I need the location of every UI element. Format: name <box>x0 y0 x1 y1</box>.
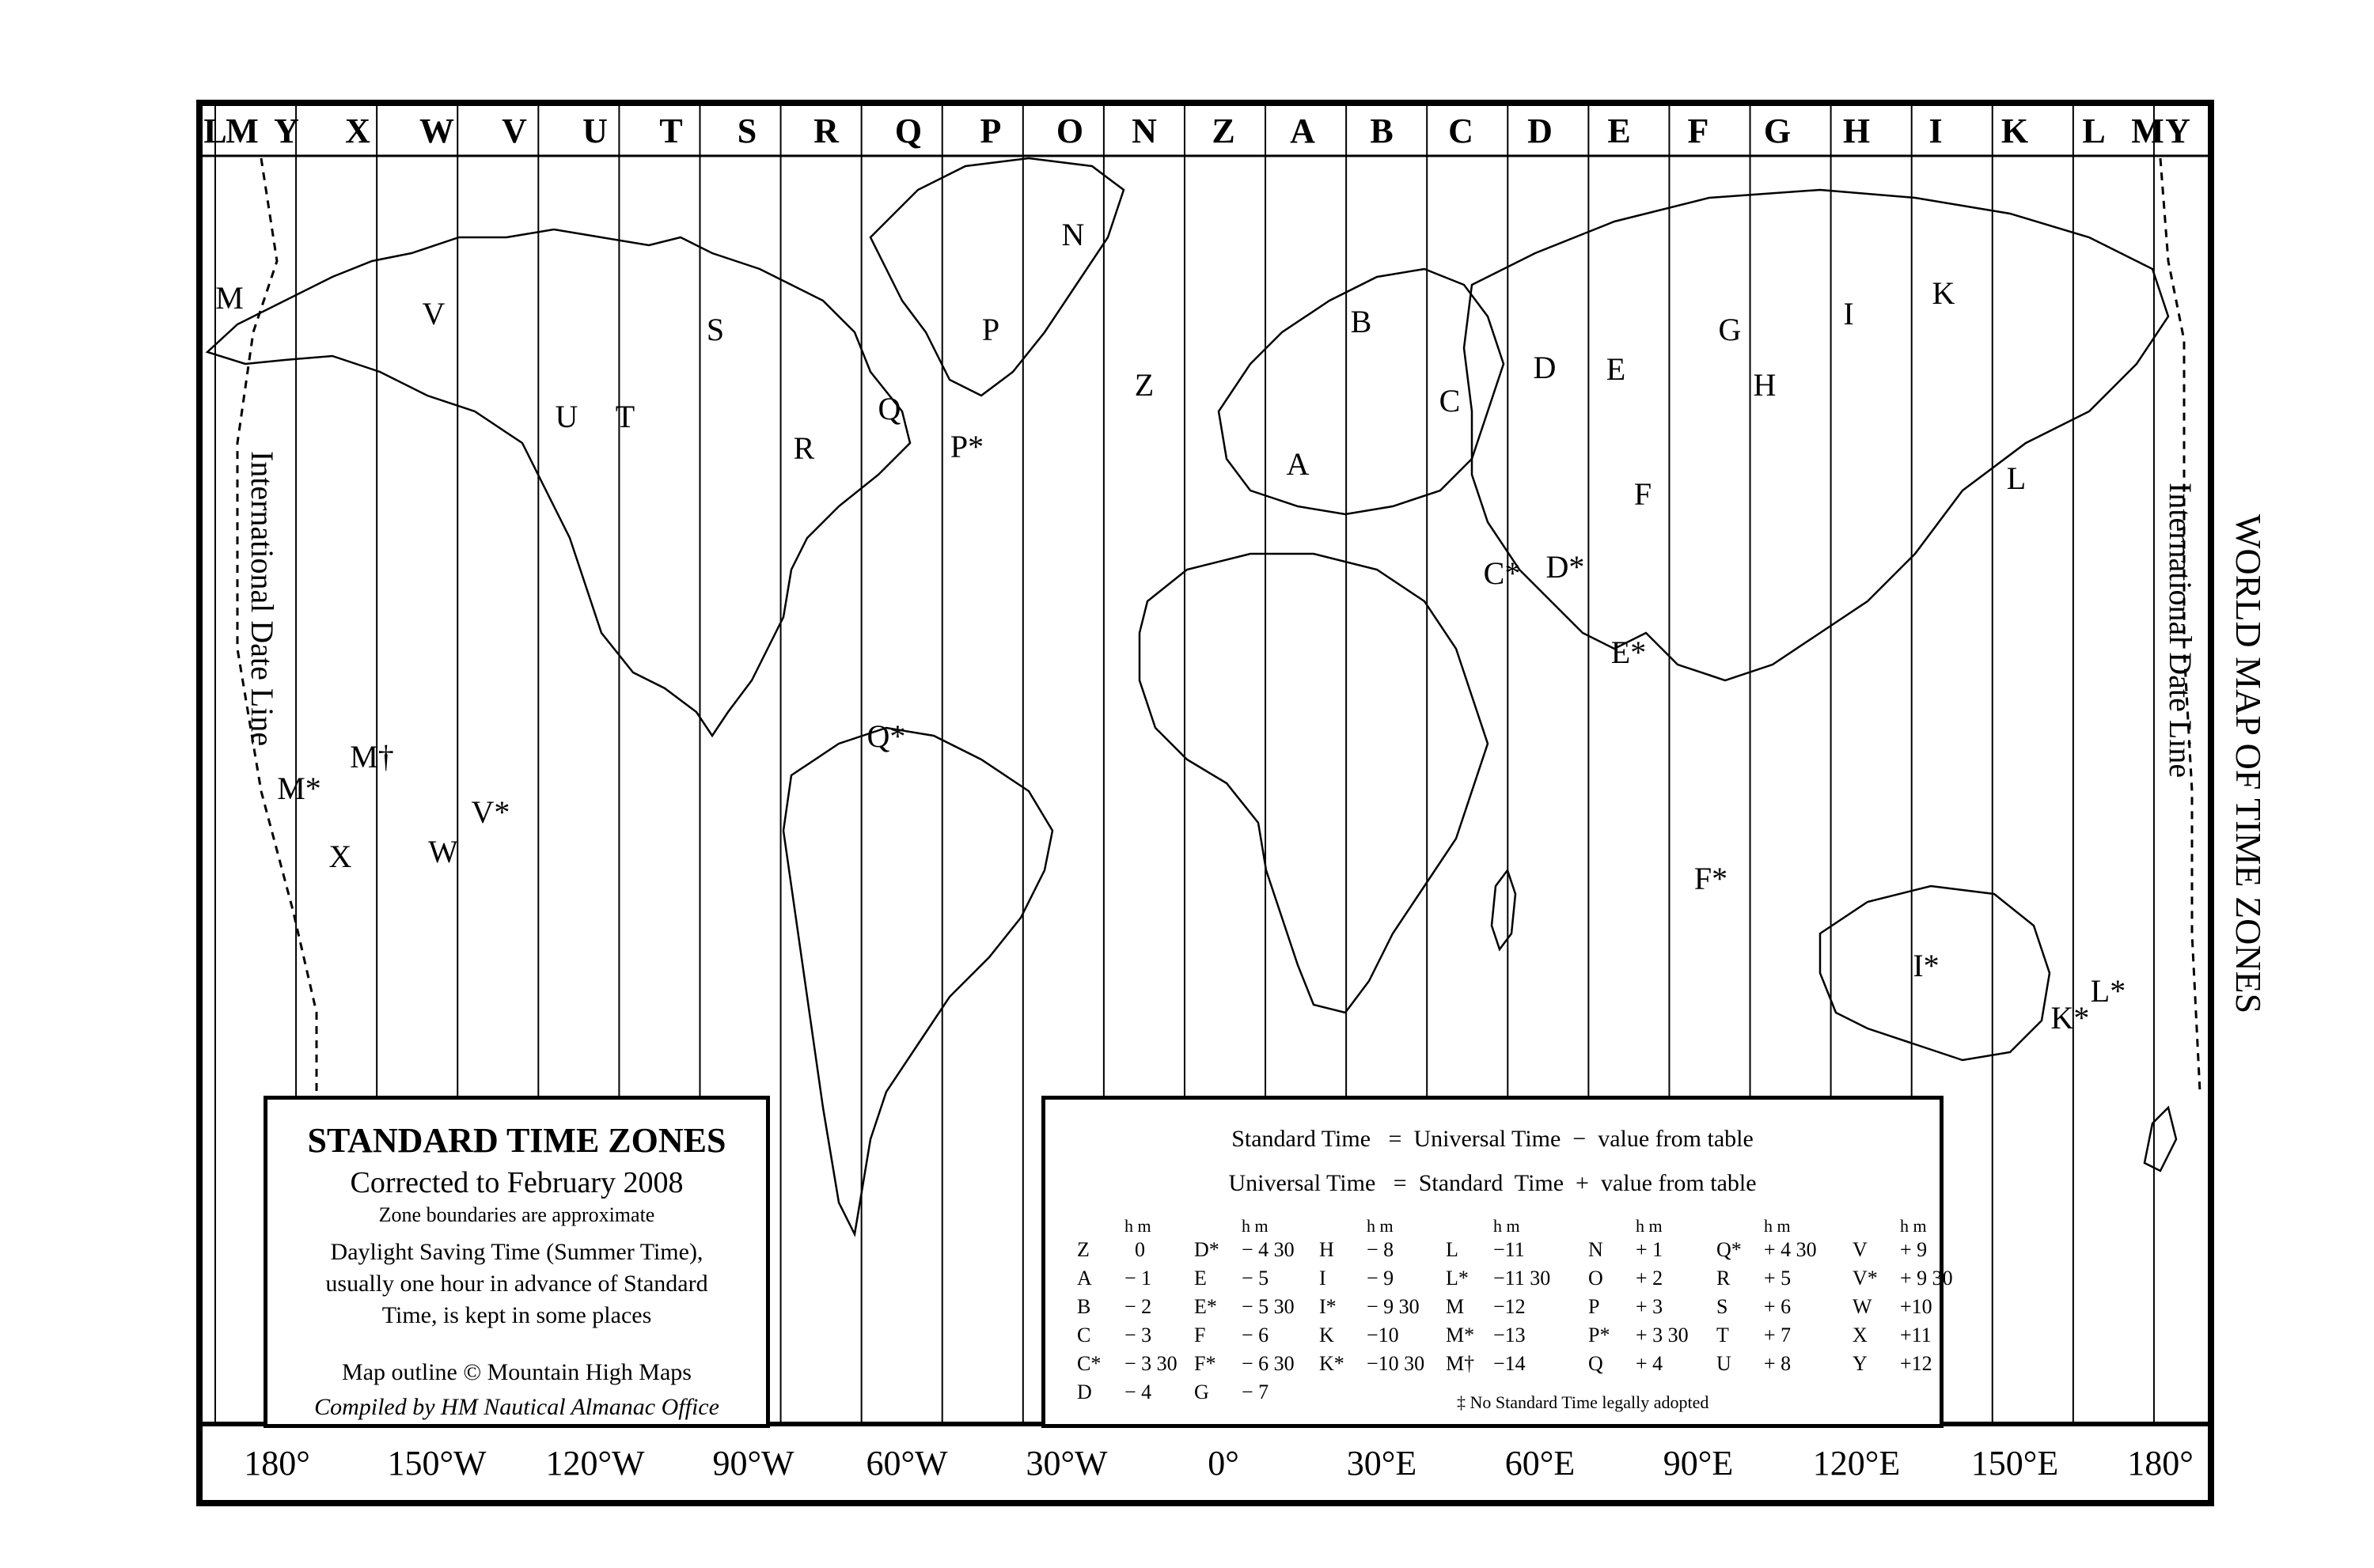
zone-offset: 0 <box>1124 1238 1145 1261</box>
zone-offset: +11 <box>1900 1324 1932 1346</box>
offset-row <box>1077 1293 1212 1321</box>
top-zone-letter: M <box>226 112 259 150</box>
zone-letter: Z <box>1077 1238 1090 1261</box>
map-zone-label: L <box>2006 460 2027 496</box>
new-zealand <box>2145 1108 2176 1171</box>
offset-row <box>1446 1264 1580 1293</box>
zone-letter: K* <box>1319 1352 1344 1375</box>
offset-row <box>1194 1350 1329 1378</box>
offset-row <box>1319 1350 1454 1378</box>
map-zone-label: W <box>428 834 458 869</box>
zone-letter: C* <box>1077 1352 1102 1375</box>
offset-row <box>1319 1293 1454 1321</box>
longitude-labels <box>244 1444 2194 1483</box>
offset-row <box>1716 1321 1851 1350</box>
top-zone-letter: P <box>980 112 1002 150</box>
hours-minutes-header: h m <box>1242 1216 1269 1236</box>
longitude-label: 30°E <box>1346 1444 1417 1483</box>
map-zone-label: I <box>1843 296 1854 331</box>
zone-letter: F* <box>1194 1352 1216 1375</box>
zone-letter: S <box>1716 1295 1728 1318</box>
map-zone-label: E <box>1606 351 1626 387</box>
dst-line-1: Daylight Saving Time (Summer Time), <box>330 1239 703 1265</box>
zone-offset: −11 <box>1493 1238 1525 1261</box>
map-zone-label: V* <box>471 794 510 830</box>
offset-row <box>1716 1350 1851 1378</box>
top-zone-letter: Q <box>894 112 923 150</box>
offset-row <box>1446 1321 1580 1350</box>
offset-row <box>1588 1350 1723 1378</box>
zone-letter: P* <box>1588 1324 1610 1346</box>
longitude-label: 60°E <box>1504 1444 1576 1483</box>
zone-offset: + 7 <box>1764 1324 1792 1346</box>
top-zone-letter: Y <box>2165 112 2190 150</box>
longitude-label: 90°W <box>712 1444 794 1483</box>
top-zone-letter: H <box>1842 112 1871 150</box>
map-zone-label: D <box>1533 350 1557 385</box>
map-zone-label: C* <box>1483 555 1521 591</box>
top-zone-letter: G <box>1763 112 1792 150</box>
map-zone-label: R <box>793 430 815 466</box>
credit-compiled-by: Compiled by HM Nautical Almanac Office <box>314 1394 719 1420</box>
no-standard-time-footnote: ‡ No Standard Time legally adopted <box>1457 1392 1709 1412</box>
offset-column <box>1588 1217 1723 1378</box>
offset-row <box>1194 1378 1329 1407</box>
standard-time-zones-legend <box>264 1096 770 1428</box>
longitude-label: 120°E <box>1812 1444 1901 1483</box>
top-zone-letter: U <box>582 112 608 150</box>
offset-row <box>1446 1350 1580 1378</box>
top-zone-letter: I <box>1928 112 1943 150</box>
map-zone-label: M† <box>350 739 394 775</box>
offset-row <box>1853 1321 1987 1350</box>
north-america <box>207 229 910 736</box>
zone-offset: + 9 30 <box>1900 1267 1953 1290</box>
zone-offset: + 1 <box>1636 1238 1663 1261</box>
offset-row <box>1319 1264 1454 1293</box>
offset-row <box>1194 1264 1329 1293</box>
map-zone-label: M* <box>277 771 321 806</box>
longitude-label: 150°W <box>387 1444 487 1483</box>
top-zone-letter: W <box>419 112 454 150</box>
zone-offset: +12 <box>1900 1352 1932 1375</box>
zone-offset: + 3 30 <box>1636 1324 1689 1346</box>
world-map-title-text: WORLD MAP OF TIME ZONES <box>2228 514 2269 1014</box>
map-zone-label: N <box>1061 217 1085 252</box>
map-zone-label: P* <box>950 429 984 464</box>
zone-offset: − 4 <box>1124 1381 1152 1403</box>
hours-minutes-header: h m <box>1764 1216 1791 1236</box>
zone-offset: − 1 <box>1124 1267 1152 1290</box>
zone-letter: T <box>1716 1324 1729 1346</box>
map-zone-label: B <box>1350 304 1372 339</box>
zone-offset: −13 <box>1493 1324 1526 1346</box>
top-zone-letter: E <box>1607 112 1631 150</box>
offset-row <box>1077 1378 1212 1407</box>
world-map-title-svg <box>2205 506 2300 1076</box>
offset-row <box>1716 1264 1851 1293</box>
zone-offset: − 3 30 <box>1124 1352 1178 1375</box>
map-zone-label: Q <box>878 391 901 426</box>
zone-letter: V* <box>1853 1267 1878 1290</box>
zone-offset: − 7 <box>1242 1381 1269 1403</box>
top-zone-letter: L <box>203 112 227 150</box>
offset-row <box>1588 1264 1723 1293</box>
zone-letter: M* <box>1446 1324 1475 1346</box>
longitude-label: 120°W <box>545 1444 645 1483</box>
offset-row <box>1446 1293 1580 1321</box>
zone-offset: − 2 <box>1124 1295 1152 1318</box>
top-zone-letter: F <box>1687 112 1709 150</box>
offset-column <box>1319 1217 1454 1378</box>
map-zone-label: X <box>328 839 352 874</box>
map-zone-label: L* <box>2090 973 2126 1009</box>
zone-letter: Q* <box>1716 1238 1742 1261</box>
hours-minutes-header: h m <box>1900 1216 1927 1236</box>
zone-letter: G <box>1194 1381 1209 1403</box>
zone-letter: B <box>1077 1295 1091 1318</box>
offset-row <box>1077 1321 1212 1350</box>
zone-letter: W <box>1853 1295 1872 1318</box>
zone-offset-table <box>1041 1096 1953 1428</box>
offset-row <box>1588 1293 1723 1321</box>
top-zone-letter: Y <box>274 112 299 150</box>
top-zone-letter: R <box>813 112 839 150</box>
longitude-label: 90°E <box>1663 1444 1734 1483</box>
map-zone-label: F <box>1633 476 1652 512</box>
zone-offset: − 6 30 <box>1242 1352 1295 1375</box>
map-zone-label: K <box>1932 275 1955 311</box>
zone-offset: − 5 <box>1242 1267 1269 1290</box>
top-zone-letter: L <box>2082 112 2106 150</box>
map-zone-label: A <box>1286 446 1310 482</box>
zone-offset: − 5 30 <box>1242 1295 1295 1318</box>
hours-minutes-header: h m <box>1636 1216 1663 1236</box>
date-line-label-east: International Date Line <box>2163 483 2198 778</box>
offset-row <box>1853 1264 1987 1293</box>
zone-offset: + 9 <box>1900 1238 1928 1261</box>
zone-offset: + 4 30 <box>1764 1238 1817 1261</box>
legend-title: STANDARD TIME ZONES <box>307 1121 726 1160</box>
offset-column <box>1853 1217 1987 1378</box>
offset-columns <box>1061 1216 1953 1422</box>
zone-offset: − 6 <box>1242 1324 1269 1346</box>
formula-standard-time: Standard Time = Universal Time − value from table <box>1231 1126 1754 1152</box>
offset-column <box>1716 1217 1851 1378</box>
legend-dst-note <box>267 1237 766 1331</box>
zone-letter: M <box>1446 1295 1465 1318</box>
zone-letter: K <box>1319 1324 1334 1346</box>
longitude-label: 180° <box>2127 1444 2194 1483</box>
dst-line-3: Time, is kept in some places <box>381 1302 652 1328</box>
zone-letter: E <box>1194 1267 1207 1290</box>
zone-letter: A <box>1077 1267 1092 1290</box>
hours-minutes-header: h m <box>1124 1216 1151 1236</box>
top-zone-letters <box>203 112 2190 150</box>
zone-letter: U <box>1716 1352 1731 1375</box>
zone-letter: X <box>1853 1324 1868 1346</box>
date-line-label-west: International Date Line <box>245 451 280 747</box>
world-map-title <box>2205 506 2300 1076</box>
map-zone-label: C <box>1439 383 1461 419</box>
zone-offset: −12 <box>1493 1295 1526 1318</box>
zone-offset: −14 <box>1493 1352 1526 1375</box>
top-zone-letter: M <box>2131 112 2164 150</box>
map-zone-label: U <box>555 399 578 434</box>
zone-letter: Q <box>1588 1352 1603 1375</box>
zone-offset: + 4 <box>1636 1352 1663 1375</box>
offset-row <box>1716 1293 1851 1321</box>
zone-letter: Y <box>1853 1352 1868 1375</box>
map-zone-label: H <box>1753 367 1777 403</box>
top-zone-letter: N <box>1132 112 1157 150</box>
offset-column <box>1077 1217 1212 1407</box>
zone-offset: − 9 30 <box>1367 1295 1420 1318</box>
zone-letter: D* <box>1194 1238 1219 1261</box>
zone-letter: E* <box>1194 1295 1217 1318</box>
map-zone-label: P <box>981 312 1000 347</box>
offset-column <box>1446 1217 1580 1378</box>
map-zone-label: K* <box>2050 1000 2090 1036</box>
zone-letter: O <box>1588 1267 1603 1290</box>
legend-subtitle: Corrected to February 2008 <box>350 1166 684 1199</box>
offset-row <box>1319 1321 1454 1350</box>
zone-letter: C <box>1077 1324 1091 1346</box>
madagascar <box>1492 870 1515 949</box>
top-zone-letter: D <box>1527 112 1553 150</box>
zone-letter: I <box>1319 1267 1326 1290</box>
top-zone-letter: A <box>1290 112 1315 150</box>
top-zone-letter: Z <box>1212 112 1235 150</box>
credit-map-outline: Map outline © Mountain High Maps <box>342 1359 692 1385</box>
hours-minutes-header: h m <box>1367 1216 1394 1236</box>
map-zone-label: Q* <box>867 718 906 754</box>
map-zone-label: F* <box>1693 861 1728 896</box>
top-zone-letter: S <box>737 112 757 150</box>
zone-offset: − 8 <box>1367 1238 1394 1261</box>
map-zone-label: I* <box>1913 948 1940 983</box>
south-america <box>783 728 1052 1234</box>
zone-offset: + 8 <box>1764 1352 1792 1375</box>
zone-offset: +10 <box>1900 1295 1932 1318</box>
offset-row <box>1194 1321 1329 1350</box>
zone-letter: V <box>1853 1238 1868 1261</box>
africa <box>1140 554 1488 1013</box>
zone-letter: P <box>1588 1295 1600 1318</box>
longitude-label: 60°W <box>866 1444 948 1483</box>
offset-row <box>1853 1293 1987 1321</box>
longitude-label: 150°E <box>1970 1444 2059 1483</box>
zone-offset: + 5 <box>1764 1267 1792 1290</box>
asia <box>1464 190 2168 680</box>
longitude-label: 30°W <box>1026 1444 1108 1483</box>
offset-row <box>1853 1350 1987 1378</box>
zone-offset: + 2 <box>1636 1267 1663 1290</box>
zone-offset: −10 30 <box>1367 1352 1425 1375</box>
zone-letter: N <box>1588 1238 1603 1261</box>
zone-offset: −11 30 <box>1493 1267 1551 1290</box>
offset-row <box>1194 1293 1329 1321</box>
continents <box>207 158 2176 1234</box>
map-zone-label: V <box>422 296 446 331</box>
top-zone-letter: O <box>1056 112 1084 150</box>
zone-letter: R <box>1716 1267 1731 1290</box>
map-zone-label: M <box>215 280 244 316</box>
zone-letter: L <box>1446 1238 1458 1261</box>
zone-letter: L* <box>1446 1267 1469 1290</box>
zone-offset: + 6 <box>1764 1295 1792 1318</box>
zone-letter: D <box>1077 1381 1092 1403</box>
offset-row <box>1588 1321 1723 1350</box>
zone-letter: M† <box>1446 1352 1475 1375</box>
zone-offset: − 9 <box>1367 1267 1394 1290</box>
top-zone-letter: K <box>2000 112 2029 150</box>
top-zone-letter: X <box>345 112 370 150</box>
longitude-label: 0° <box>1208 1444 1239 1483</box>
zone-letter: F <box>1194 1324 1206 1346</box>
hours-minutes-header: h m <box>1493 1216 1520 1236</box>
zone-letter: H <box>1319 1238 1334 1261</box>
zone-offset: −10 <box>1367 1324 1399 1346</box>
top-zone-letter: V <box>502 112 527 150</box>
offset-row <box>1077 1264 1212 1293</box>
top-zone-letter: B <box>1370 112 1394 150</box>
map-zone-label: E* <box>1610 634 1647 670</box>
greenland <box>870 158 1124 396</box>
top-zone-letter: T <box>659 112 683 150</box>
zone-offset: − 3 <box>1124 1324 1152 1346</box>
map-zone-label: D* <box>1545 549 1585 585</box>
top-zone-letter: C <box>1448 112 1473 150</box>
map-zone-label: S <box>706 312 725 347</box>
map-zone-label: Z <box>1134 367 1155 403</box>
map-zone-label: G <box>1718 312 1742 347</box>
legend-credits <box>267 1355 766 1425</box>
map-zone-label: T <box>615 399 635 434</box>
longitude-label: 180° <box>244 1444 310 1483</box>
legend-approx-note: Zone boundaries are approximate <box>378 1203 655 1226</box>
zone-letter: I* <box>1319 1295 1337 1318</box>
offset-column <box>1194 1217 1329 1407</box>
offset-row <box>1077 1350 1212 1378</box>
dst-line-2: usually one hour in advance of Standard <box>325 1271 708 1297</box>
zone-offset: − 4 30 <box>1242 1238 1295 1261</box>
zone-offset: + 3 <box>1636 1295 1663 1318</box>
formula-universal-time: Universal Time = Standard Time + value from table <box>1228 1170 1757 1196</box>
